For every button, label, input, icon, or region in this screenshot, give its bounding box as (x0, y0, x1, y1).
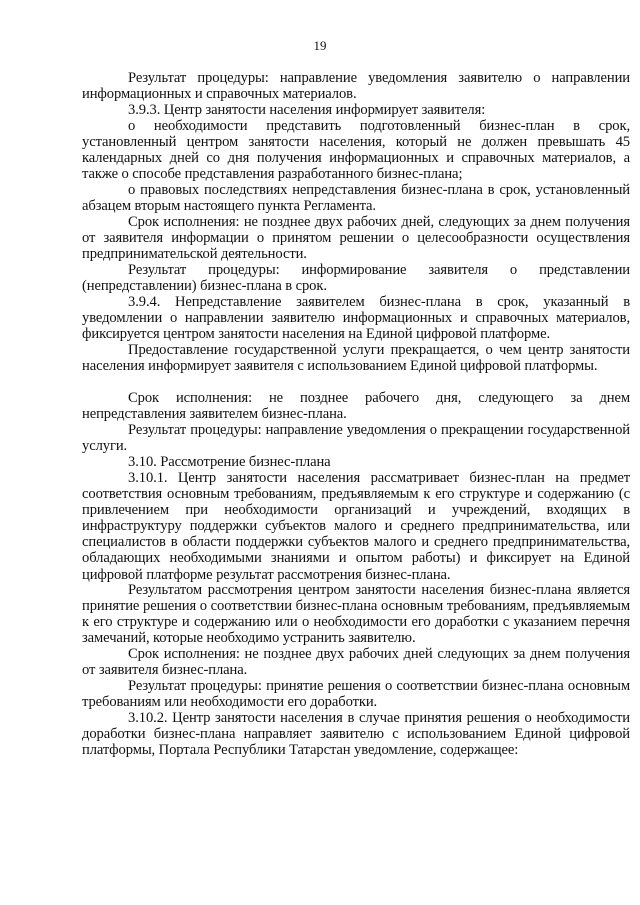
paragraph: Результат процедуры: принятие решения о соответствии бизнес-плана основным требованиям или необходимости его доработки. (82, 678, 630, 711)
paragraph: Результат процедуры: информирование заявителя о представлении (непредставлении) бизнес-плана в срок. (82, 262, 630, 295)
page-number: 19 (313, 38, 327, 53)
paragraph: Результат процедуры: направление уведомления заявителю о направлении информационных и справочных материалов. (82, 70, 630, 103)
paragraph: 3.9.4. Непредставление заявителем бизнес-плана в срок, указанный в уведомлении о направлении заявителю информационных и справочных материалов, фиксируется центром занятости населения на Единой цифровой платформе. (82, 294, 630, 343)
paragraph: Результатом рассмотрения центром занятости населения бизнес-плана является принятие решения о соответствии бизнес-плана основным требованиям, предъявляемым к его структуре и содержанию или о необходимости его доработки с указанием перечня замечаний, которые необходимо устранить заявителю. (82, 582, 630, 647)
paragraph: Результат процедуры: направление уведомления о прекращении государственной услуги. (82, 422, 630, 455)
paragraph: Срок исполнения: не позднее двух рабочих дней следующих за днем получения от заявителя бизнес-плана. (82, 646, 630, 679)
paragraph: о правовых последствиях непредставления бизнес-плана в срок, установленный абзацем вторым настоящего пункта Регламента. (82, 182, 630, 215)
paragraph: 3.9.3. Центр занятости населения информирует заявителя: (128, 102, 486, 118)
paragraph: о необходимости представить подготовленный бизнес-план в срок, установленный центром занятости населения, который не должен превышать 45 календарных дней со дня получения информационных и справочных материалов, а также о способе представления разработанного бизнес-плана; (82, 118, 630, 183)
paragraph: 3.10.2. Центр занятости населения в случае принятия решения о необходимости доработки бизнес-плана направляет заявителю с использованием Единой цифровой платформы, Портала Республики Татарстан уведомление, содержащее: (82, 710, 630, 759)
paragraph: Предоставление государственной услуги прекращается, о чем центр занятости населения информирует заявителя с использованием Единой цифровой платформы. (82, 342, 630, 375)
document-body (82, 70, 630, 774)
paragraph: 3.10.1. Центр занятости населения рассматривает бизнес-план на предмет соответствия основным требованиям, предъявляемым к его структуре и содержанию (с привлечением при необходимости организаций и учреждений, входящих в инфраструктуру поддержки субъектов малого и среднего предпринимательства, или специалистов в области поддержки субъектов малого и среднего предпринимательства, обладающих необходимыми знаниями и опытом работы) и фиксирует на Единой цифровой платформе результат рассмотрения бизнес-плана. (82, 470, 630, 583)
section-heading: 3.10. Рассмотрение бизнес-плана (128, 454, 331, 470)
paragraph: Срок исполнения: не позднее двух рабочих дней, следующих за днем получения от заявителя информации о принятом решении о целесообразности осуществления предпринимательской деятельности. (82, 214, 630, 263)
paragraph: Срок исполнения: не позднее рабочего дня, следующего за днем непредставления заявителем бизнес-плана. (82, 390, 630, 423)
